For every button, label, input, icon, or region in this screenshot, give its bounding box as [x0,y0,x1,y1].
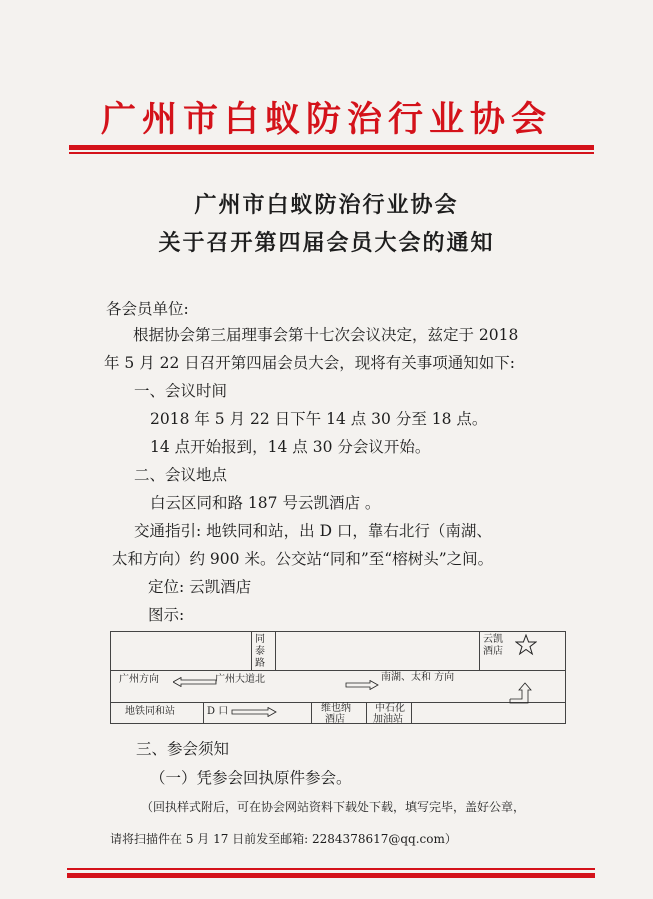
section2-traffic-line1: 交通指引: 地铁同和站，出 D 口，靠右北行（南湖、 [134,522,492,540]
map-hotel-divider [479,632,480,670]
section2-address: 白云区同和路 187 号云凯酒店 。 [150,494,381,512]
note-line1: （回执样式附后，可在协会网站资料下载处下载，填写完毕，盖好公章， [141,800,526,814]
map-tongtai-char3: 路 [255,658,265,669]
location-map [110,631,566,724]
footer-rule-thin [67,868,595,870]
map-hotel-line1: 云凯 [483,634,503,645]
letterhead-rule-thick [69,145,594,150]
map-guangzhou-direction: 广州方向 [119,674,159,685]
map-divider-2 [311,702,312,723]
section2-heading: 二、会议地点 [134,466,228,484]
letterhead-title: 广州市白蚁防治行业协会 [100,99,552,140]
map-hotel-line2: 酒店 [483,646,503,657]
map-divider-1 [203,702,204,723]
doc-title-line1: 广州市白蚁防治行业协会 [194,192,459,218]
map-sinopec-line1: 中石化 [375,703,405,714]
section2-map-label: 图示: [148,606,185,624]
intro-line2: 年 5 月 22 日召开第四届会员大会，现将有关事项通知如下: [104,354,516,372]
arrow-left-icon [173,677,217,687]
salutation: 各会员单位: [106,300,189,318]
arrow-turn-up-icon [509,682,533,704]
map-divider-3 [366,702,367,723]
section2-traffic-line2: 太和方向）约 900 米。公交站“同和”至“榕树头”之间。 [112,550,494,568]
section3-heading: 三、参会须知 [136,740,230,758]
section3-item1: （一）凭参会回执原件参会。 [150,769,352,787]
map-tongtai-right [275,632,276,670]
hotel-star-icon [515,634,537,656]
map-weiye-line2: 酒店 [325,714,345,725]
map-divider-4 [411,702,412,723]
letterhead-rule-thin [69,152,594,154]
map-weiye-line1: 维也纳 [321,703,351,714]
map-guangzhou-avenue-north: 广州大道北 [215,674,265,685]
doc-title-line2: 关于召开第四届会员大会的通知 [158,230,495,256]
section2-location: 定位: 云凯酒店 [148,578,252,596]
arrow-right-icon [345,680,379,690]
map-tongtai-left [251,632,252,670]
map-tongtai-char1: 同 [255,634,265,645]
map-tongtai-char2: 泰 [255,646,265,657]
section1-line2: 14 点开始报到，14 点 30 分会议开始。 [150,438,431,456]
map-sinopec-line2: 加油站 [373,714,403,725]
arrow-exit-right-icon [231,707,277,717]
section1-line1: 2018 年 5 月 22 日下午 14 点 30 分至 18 点。 [150,410,488,428]
map-exit-d: D 口 [207,706,229,717]
section1-heading: 一、会议时间 [134,382,228,400]
intro-line1: 根据协会第三届理事会第十七次会议决定，兹定于 2018 [133,326,519,344]
map-nanhu-taihe-direction: 南湖、太和 方向 [381,672,455,683]
footer-rule-thick [67,873,595,878]
note-line2: 请将扫描件在 5 月 17 日前发至邮箱: 2284378617@qq.com） [110,832,457,846]
map-road-top-line [111,670,565,671]
map-metro-station: 地铁同和站 [125,706,175,717]
